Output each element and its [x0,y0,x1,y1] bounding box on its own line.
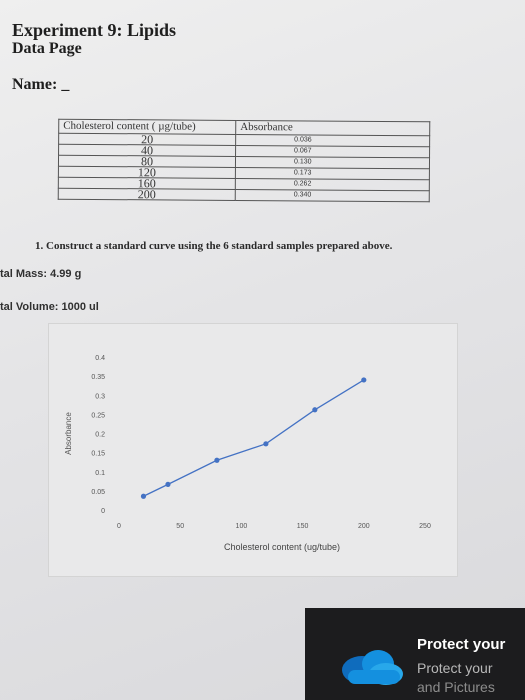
data-point [312,407,317,412]
data-point [141,494,146,499]
total-mass-text: tal Mass: 4.99 g [0,268,82,280]
x-tick-label: 50 [176,523,185,530]
absorbance-cell: 0.340 [235,189,429,201]
cholesterol-cell: 200 [58,188,235,200]
absorbance-cell: 0.130 [235,156,429,168]
x-tick-label: 250 [419,523,431,530]
x-axis-label: Cholesterol content (ug/tube) [223,542,341,552]
y-tick-label: 0.2 [95,431,105,439]
header-absorbance: Absorbance [236,120,430,135]
table-row [58,188,429,202]
cholesterol-cell: 160 [58,177,235,189]
absorbance-cell: 0.262 [235,178,429,190]
y-tick-label: 0.1 [95,469,105,477]
x-tick-label: 200 [357,523,370,530]
cholesterol-cell: 80 [58,155,235,167]
data-point [263,441,268,446]
standard-curve-chart [49,324,457,576]
notification-line: and Pictures [417,679,495,695]
y-tick-label: 0.05 [91,488,105,496]
absorbance-cell: 0.067 [236,145,430,157]
notification-banner[interactable] [305,608,525,700]
data-point [361,377,366,382]
x-tick-label: 100 [235,523,248,530]
x-tick-label: 0 [117,523,121,530]
onedrive-cloud-icon [338,646,404,688]
chart-area [48,323,458,577]
cholesterol-cell: 40 [59,144,236,156]
cholesterol-cell: 120 [58,166,235,178]
data-point [165,482,170,487]
y-tick-label: 0.15 [91,450,105,458]
standards-table [58,119,431,203]
cholesterol-cell: 20 [59,133,236,145]
notification-line: Protect your [417,660,493,676]
instruction-text: 1. Construct a standard curve using the 6 standard samples prepared above. [35,240,393,252]
page-title: Experiment 9: Lipids [12,20,177,40]
total-volume-text: tal Volume: 1000 ul [0,301,99,313]
absorbance-cell: 0.036 [236,134,430,146]
y-tick-label: 0.3 [95,393,105,401]
y-tick-label: 0.4 [95,355,105,362]
page-subtitle: Data Page [12,40,82,57]
notification-title: Protect your [417,636,506,653]
y-axis-label: Absorbance [64,412,73,455]
absorbance-cell: 0.173 [235,167,429,179]
header-cholesterol: Cholesterol content ( µg/tube) [59,119,236,134]
series-line [143,380,363,496]
y-tick-label: 0.35 [91,374,105,382]
y-tick-label: 0.25 [91,412,105,420]
y-tick-label: 0 [101,508,105,515]
x-tick-label: 150 [296,523,309,530]
data-point [214,458,219,463]
name-label: Name: _ [12,76,70,93]
